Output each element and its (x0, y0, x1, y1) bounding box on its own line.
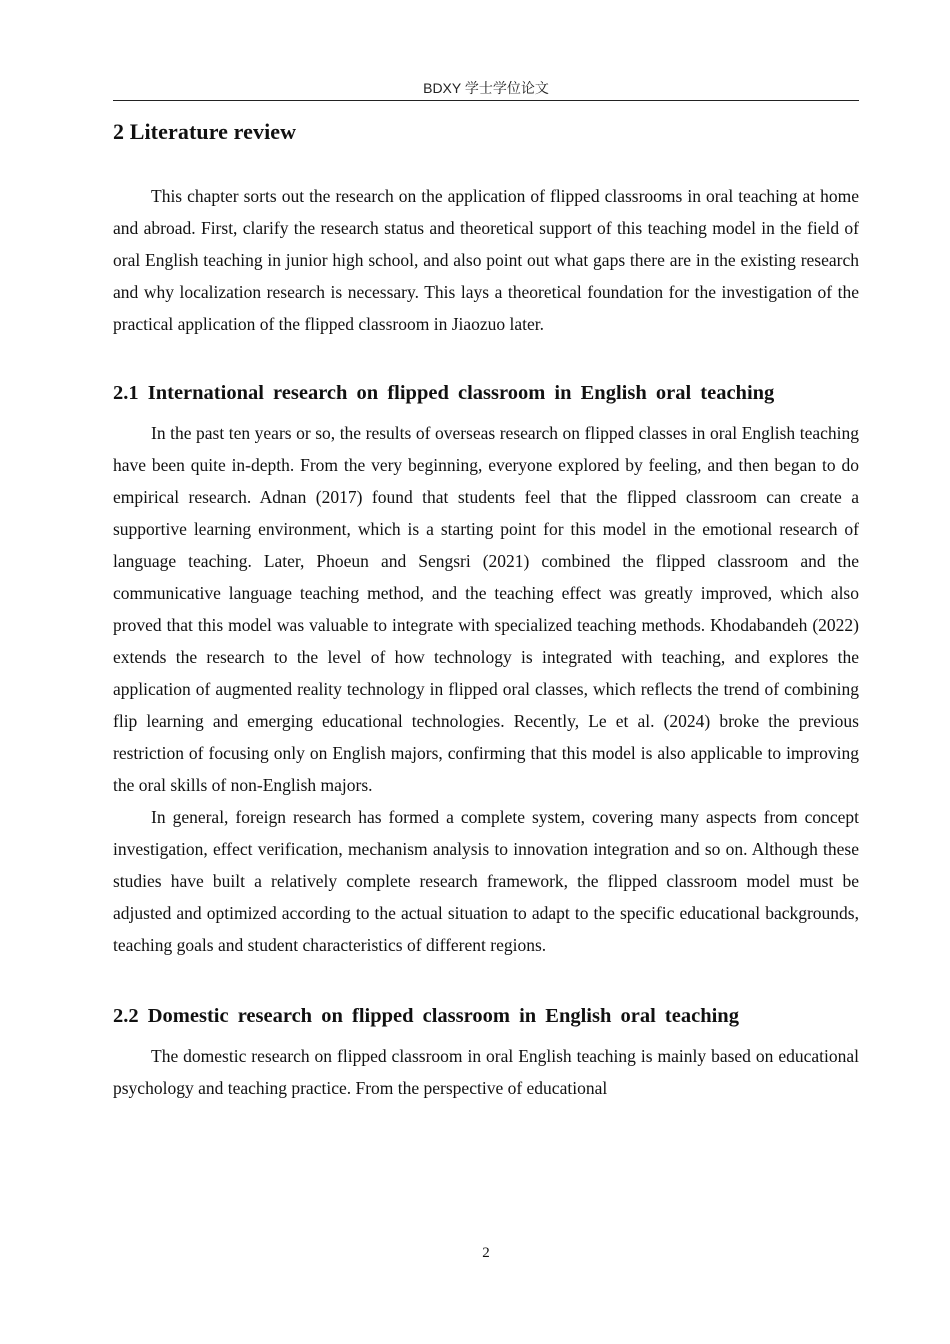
spacer (113, 152, 859, 180)
page-number: 2 (482, 1245, 490, 1261)
spacer (113, 340, 859, 376)
spacer (113, 410, 859, 417)
section-2-1-paragraph-1: In the past ten years or so, the results of overseas research on flipped classes in oral English teaching have been quite in-depth. From the very beginning, everyone explored by feeling, and then began to do empirical research. Adnan (2017) found that students feel that the flipped classroom can create a supportive learning environment, which is a starting point for this model in the emotional research of language teaching. Later, Phoeun and Sengsri (2021) combined the flipped classroom and the communicative language teaching method, and the teaching effect was greatly improved, which also proved that this model was valuable to integrate with specialized teaching methods. Khodabandeh (2022) extends the research to the level of how technology is integrated with teaching, and explores the application of augmented reality technology in flipped oral classes, which reflects the trend of combining flip learning and emerging educational technologies. Recently, Le et al. (2024) broke the previous restriction of focusing only on English majors, confirming that this model is also applicable to improving the oral skills of non-English majors. (113, 423, 859, 795)
header-rule (113, 100, 859, 101)
section-2-1-paragraph-2: In general, foreign research has formed a complete system, covering many aspects from concept investigation, effect verification, mechanism analysis to innovation integration and so on. Although these studies have built a relatively complete research framework, the flipped classroom model must be adjusted and optimized according to the actual situation to adapt to the specific educational backgrounds, teaching goals and student characteristics of different regions. (113, 807, 859, 955)
page-content (113, 112, 859, 1104)
chapter-title: 2 Literature review (113, 119, 297, 144)
running-header: BDXY 学士学位论文 (423, 80, 549, 96)
section-title-2-1: 2.1 International research on flipped classroom in English oral teaching (113, 382, 775, 404)
chapter-intro-paragraph: This chapter sorts out the research on the application of flipped classrooms in oral teaching at home and abroad. First, clarify the research status and theoretical support of this teaching model in the field of oral English teaching in junior high school, and also point out what gaps there are in the existing research and why localization research is necessary. This lays a theoretical foundation for the investigation of the practical application of the flipped classroom in Jiaozuo later. (113, 186, 859, 334)
section-2-2-paragraph-1: The domestic research on flipped classroom in oral English teaching is mainly based on educational psychology and teaching practice. From the perspective of educational (113, 1046, 859, 1098)
section-title-2-2: 2.2 Domestic research on flipped classroom in English oral teaching (113, 1005, 739, 1027)
spacer (113, 961, 859, 999)
spacer (113, 1033, 859, 1040)
